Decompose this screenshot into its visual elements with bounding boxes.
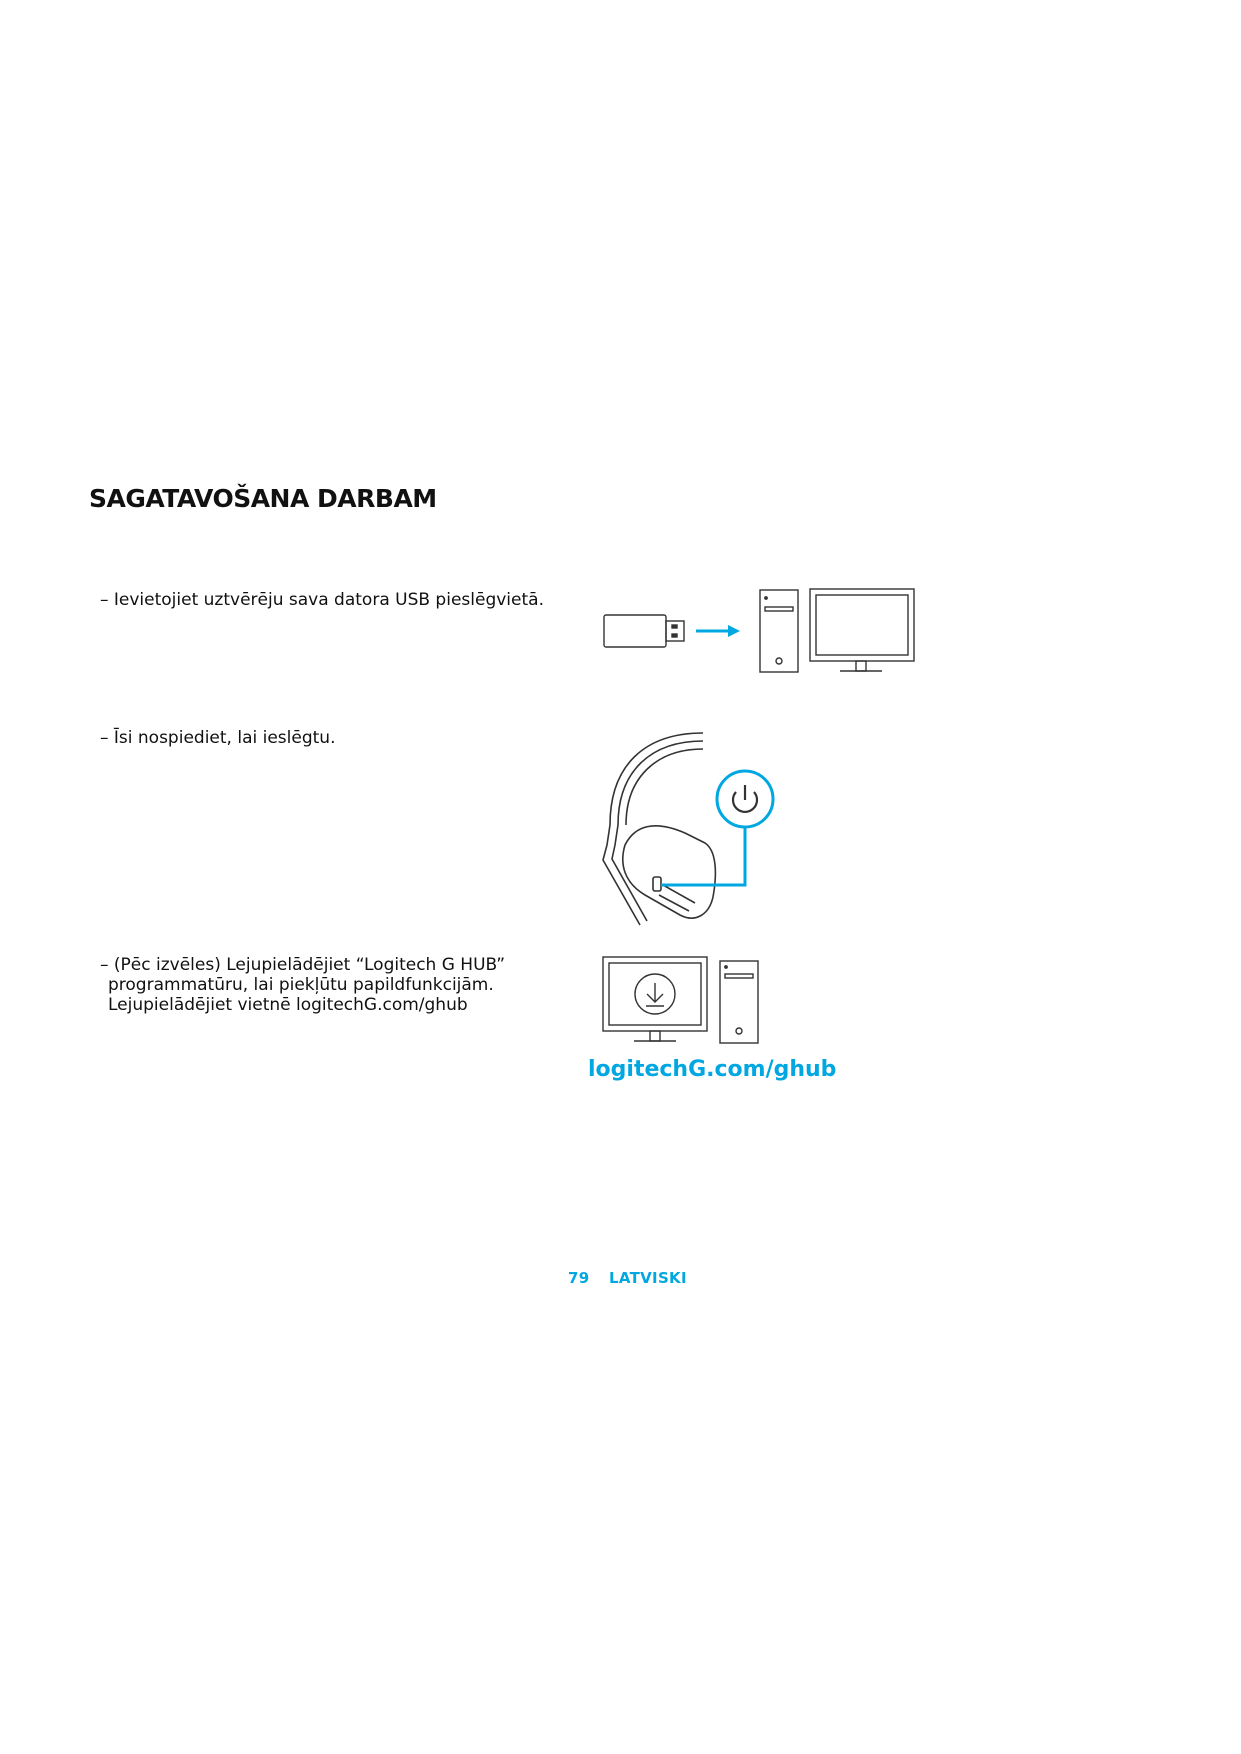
ghub-download-link[interactable]: logitechG.com/ghub [588, 1057, 837, 1082]
arrow-right-icon [696, 625, 740, 637]
page-footer [568, 1269, 687, 1287]
language-label: LATVISKI [609, 1269, 687, 1287]
page-number: 79 [568, 1269, 590, 1287]
step-text: – Īsi nospiediet, lai ieslēgtu. [100, 728, 336, 748]
desktop-computer-icon [720, 961, 758, 1043]
download-computer-illustration [600, 955, 770, 1055]
step-text: – Ievietojiet uztvērēju sava datora USB pieslēgvietā. [100, 590, 544, 610]
step-text: programmatūru, lai piekļūtu papildfunkcijām. [108, 975, 494, 995]
download-monitor-icon [603, 957, 707, 1041]
power-button-icon [661, 771, 773, 885]
headset-icon [603, 733, 715, 925]
desktop-computer-icon [760, 589, 914, 672]
step-text: Lejupielādējiet vietnē logitechG.com/ghub [108, 995, 468, 1015]
usb-receiver-icon [604, 615, 684, 647]
page-title: SAGATAVOŠANA DARBAM [89, 484, 437, 513]
step-insert-receiver [100, 590, 544, 610]
usb-to-computer-illustration [600, 585, 930, 685]
headset-power-illustration [585, 725, 805, 935]
step-text: – (Pēc izvēles) Lejupielādējiet “Logitech G HUB” [100, 955, 506, 975]
step-power-on [100, 728, 335, 748]
step-download-ghub [100, 955, 505, 1015]
